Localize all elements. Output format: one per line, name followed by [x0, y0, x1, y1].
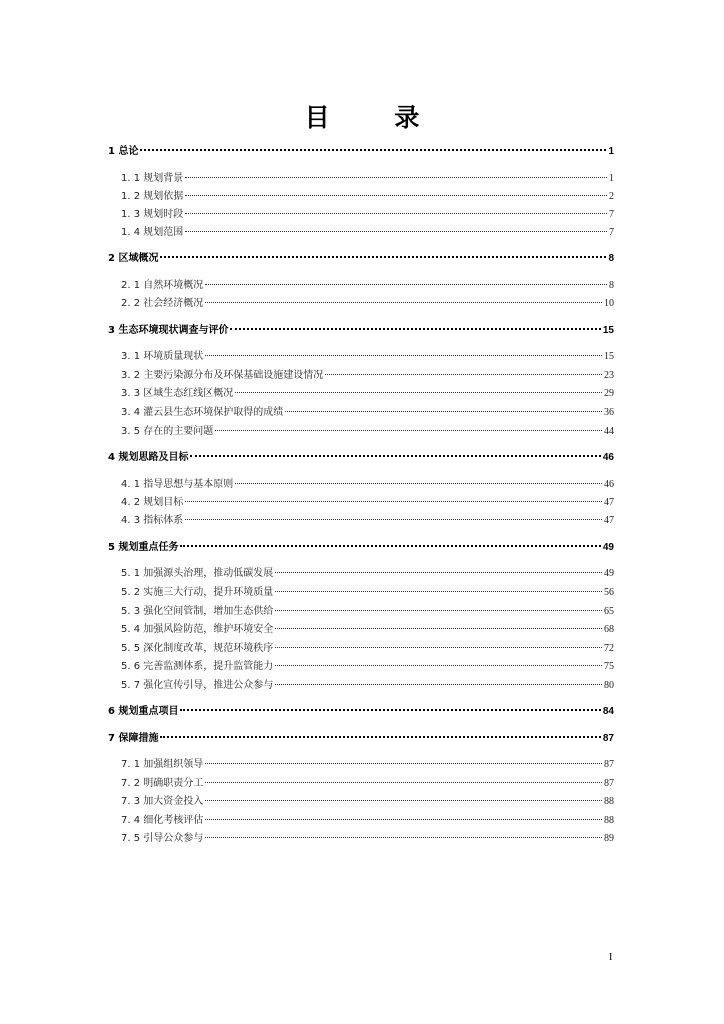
toc-section-entry[interactable]: [108, 794, 614, 810]
toc-dot-leader: [185, 501, 602, 502]
toc-entry-page-number: 1: [609, 173, 614, 184]
toc-dot-leader: [185, 213, 607, 214]
toc-entry-page-number: 1: [608, 146, 614, 157]
toc-section-entry[interactable]: [108, 405, 614, 421]
toc-dot-leader: [205, 837, 602, 838]
toc-entry-label: 5 规划重点任务: [108, 542, 179, 553]
toc-dot-leader: [235, 392, 602, 393]
toc-dot-leader: [275, 628, 602, 629]
toc-section-entry[interactable]: [108, 368, 614, 384]
toc-entry-page-number: 7: [609, 227, 614, 238]
toc-dot-leader: [275, 665, 602, 666]
toc-section-entry[interactable]: [108, 659, 614, 675]
toc-section-entry[interactable]: [108, 349, 614, 365]
toc-chapter-entry[interactable]: [108, 731, 614, 747]
toc-entry-label: 7. 2 明确职责分工: [121, 778, 204, 789]
toc-section-entry[interactable]: [108, 813, 614, 829]
toc-section-entry[interactable]: [108, 585, 614, 601]
toc-entry-label: 5. 6 完善监测体系，提升监管能力: [121, 661, 274, 672]
toc-entry-label: 3. 3 区域生态红线区概况: [121, 388, 234, 399]
toc-section-entry[interactable]: [108, 776, 614, 792]
toc-chapter-entry[interactable]: [108, 704, 614, 720]
toc-section-entry[interactable]: [108, 278, 614, 294]
toc-dot-leader: [160, 256, 606, 258]
toc-entry-label: 4. 1 指导思想与基本原则: [121, 479, 234, 490]
footer-page-number: I: [609, 952, 613, 963]
toc-dot-leader: [205, 763, 602, 764]
toc-dot-leader: [205, 302, 602, 303]
toc-section-entry[interactable]: [108, 207, 614, 223]
toc-section-entry[interactable]: [108, 296, 614, 312]
toc-entry-label: 7 保障措施: [108, 733, 159, 744]
toc-section-entry[interactable]: [108, 622, 614, 638]
toc-entry-page-number: 36: [604, 407, 614, 418]
toc-chapter-entry[interactable]: [108, 144, 614, 160]
toc-entry-page-number: 46: [602, 452, 614, 463]
toc-entry-page-number: 15: [604, 351, 614, 362]
toc-dot-leader: [205, 800, 602, 801]
toc-entry-label: 5. 2 实施三大行动，提升环境质量: [121, 587, 274, 598]
toc-entry-label: 7. 5 引导公众参与: [121, 833, 204, 844]
toc-entry-page-number: 75: [604, 661, 614, 672]
toc-entry-label: 1. 3 规划时段: [121, 209, 184, 220]
toc-entry-label: 3. 2 主要污染源分布及环保基础设施建设情况: [121, 370, 324, 381]
toc-dot-leader: [275, 591, 602, 592]
toc-dot-leader: [205, 782, 602, 783]
toc-dot-leader: [230, 328, 600, 330]
toc-entry-page-number: 10: [604, 298, 614, 309]
toc-entry-page-number: 46: [604, 479, 614, 490]
toc-section-entry[interactable]: [108, 424, 614, 440]
toc-section-entry[interactable]: [108, 678, 614, 694]
toc-section-entry[interactable]: [108, 757, 614, 773]
toc-dot-leader: [275, 572, 602, 573]
toc-entry-label: 2. 1 自然环境概况: [121, 280, 204, 291]
toc-dot-leader: [160, 736, 600, 738]
toc-entry-page-number: 87: [602, 733, 614, 744]
toc-dot-leader: [325, 374, 602, 375]
toc-section-entry[interactable]: [108, 189, 614, 205]
toc-dot-leader: [185, 519, 602, 520]
toc-entry-label: 5. 1 加强源头治理，推动低碳发展: [121, 568, 274, 579]
toc-section-entry[interactable]: [108, 386, 614, 402]
toc-chapter-entry[interactable]: [108, 323, 614, 339]
toc-entry-page-number: 89: [604, 833, 614, 844]
toc-entry-page-number: 8: [609, 280, 614, 291]
toc-entry-page-number: 87: [604, 759, 614, 770]
toc-entry-label: 3. 1 环境质量现状: [121, 351, 204, 362]
toc-section-entry[interactable]: [108, 566, 614, 582]
toc-dot-leader: [185, 231, 607, 232]
toc-section-entry[interactable]: [108, 831, 614, 847]
toc-entry-page-number: 49: [602, 542, 614, 553]
toc-section-entry[interactable]: [108, 477, 614, 493]
toc-entry-label: 4. 2 规划目标: [121, 497, 184, 508]
toc-entry-page-number: 56: [604, 587, 614, 598]
toc-section-entry[interactable]: [108, 225, 614, 241]
toc-entry-label: 7. 4 细化考核评估: [121, 815, 204, 826]
toc-dot-leader: [235, 483, 602, 484]
toc-entry-label: 4. 3 指标体系: [121, 515, 184, 526]
toc-dot-leader: [215, 430, 602, 431]
toc-section-entry[interactable]: [108, 513, 614, 529]
toc-entry-label: 5. 7 强化宣传引导，推进公众参与: [121, 680, 274, 691]
toc-entry-page-number: 8: [608, 253, 614, 264]
toc-dot-leader: [185, 195, 607, 196]
toc-section-entry[interactable]: [108, 171, 614, 187]
toc-entry-page-number: 7: [609, 209, 614, 220]
toc-entry-label: 4 规划思路及目标: [108, 452, 189, 463]
toc-entry-label: 3. 5 存在的主要问题: [121, 426, 214, 437]
toc-entry-label: 1 总论: [108, 146, 139, 157]
toc-entry-label: 3. 4 灌云县生态环境保护取得的成绩: [121, 407, 284, 418]
toc-entry-label: 7. 3 加大资金投入: [121, 796, 204, 807]
toc-dot-leader: [205, 284, 607, 285]
toc-entry-label: 1. 2 规划依据: [121, 191, 184, 202]
toc-dot-leader: [275, 684, 602, 685]
toc-entry-page-number: 84: [602, 706, 614, 717]
toc-dot-leader: [185, 177, 607, 178]
toc-section-entry[interactable]: [108, 641, 614, 657]
toc-entry-page-number: 87: [604, 778, 614, 789]
toc-entry-label: 5. 3 强化空间管制，增加生态供给: [121, 606, 274, 617]
toc-dot-leader: [190, 455, 600, 457]
toc-entry-label: 2 区域概况: [108, 253, 159, 264]
page-title: 目 录: [304, 103, 448, 132]
toc-entry-page-number: 65: [604, 606, 614, 617]
toc-chapter-entry[interactable]: [108, 450, 614, 466]
toc-dot-leader: [205, 355, 602, 356]
toc-chapter-entry[interactable]: [108, 251, 614, 267]
toc-entry-page-number: 49: [604, 568, 614, 579]
toc-dot-leader: [275, 610, 602, 611]
toc-entry-label: 5. 5 深化制度改革，规范环境秩序: [121, 643, 274, 654]
toc-entry-label: 1. 1 规划背景: [121, 173, 184, 184]
toc-entry-label: 2. 2 社会经济概况: [121, 298, 204, 309]
toc-entry-label: 5. 4 加强风险防范，维护环境安全: [121, 624, 274, 635]
toc-section-entry[interactable]: [108, 495, 614, 511]
toc-entry-page-number: 47: [604, 497, 614, 508]
toc-entry-page-number: 44: [604, 426, 614, 437]
toc-entry-label: 6 规划重点项目: [108, 706, 179, 717]
toc-entry-page-number: 29: [604, 388, 614, 399]
toc-dot-leader: [180, 545, 600, 547]
toc-entry-page-number: 15: [602, 325, 614, 336]
toc-dot-leader: [275, 647, 602, 648]
toc-entry-page-number: 88: [604, 815, 614, 826]
toc-entry-page-number: 88: [604, 796, 614, 807]
toc-entry-page-number: 72: [604, 643, 614, 654]
toc-entry-page-number: 2: [609, 191, 614, 202]
toc-entry-page-number: 47: [604, 515, 614, 526]
toc-dot-leader: [285, 411, 602, 412]
toc-entry-page-number: 68: [604, 624, 614, 635]
toc-entry-page-number: 80: [604, 680, 614, 691]
toc-dot-leader: [205, 819, 602, 820]
toc-entry-label: 1. 4 规划范围: [121, 227, 184, 238]
toc-entry-label: 7. 1 加强组织领导: [121, 759, 204, 770]
toc-section-entry[interactable]: [108, 604, 614, 620]
toc-entry-label: 3 生态环境现状调查与评价: [108, 325, 229, 336]
toc-dot-leader: [140, 149, 606, 151]
toc-dot-leader: [180, 709, 600, 711]
toc-entry-page-number: 23: [604, 370, 614, 381]
toc-chapter-entry[interactable]: [108, 540, 614, 556]
